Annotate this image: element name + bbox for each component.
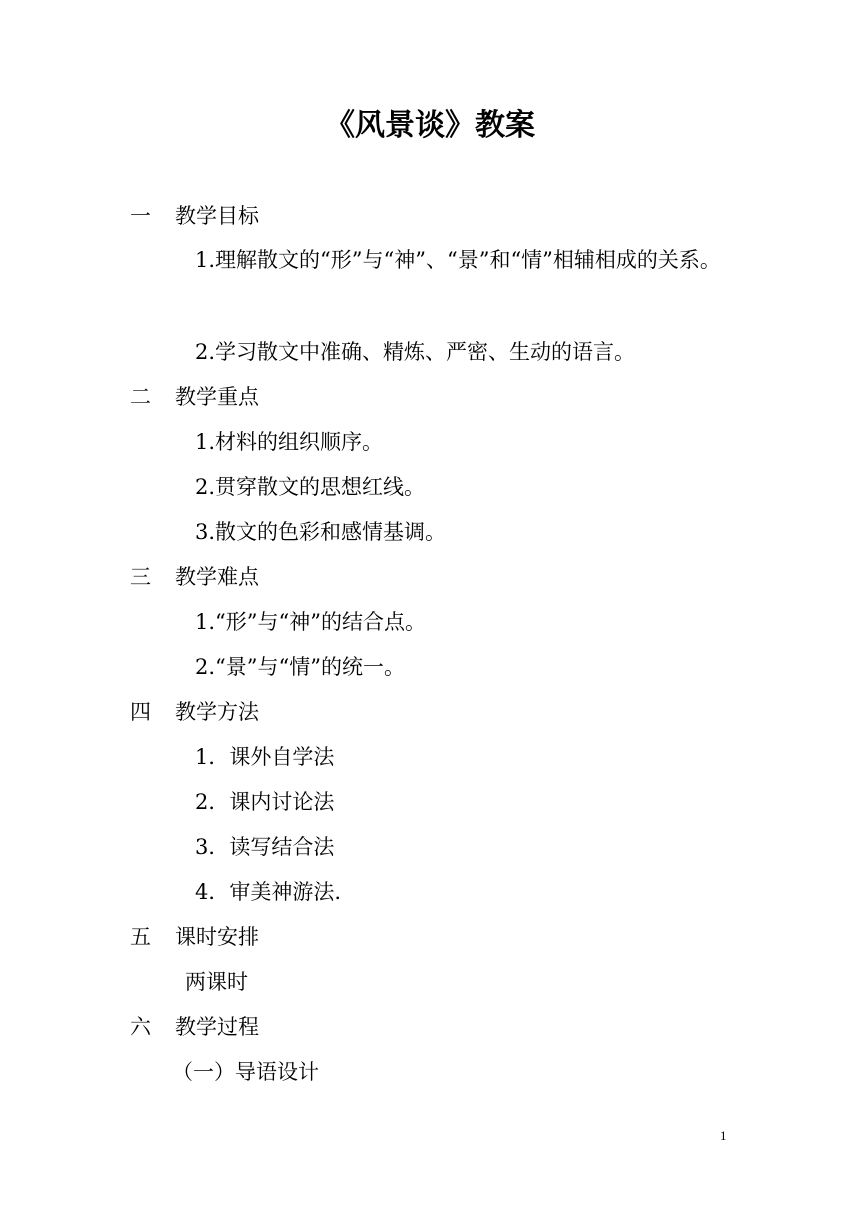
section-title: 课时安排 xyxy=(175,925,259,949)
section-title: 教学过程 xyxy=(175,1015,259,1039)
section-heading-teaching-methods xyxy=(130,696,259,728)
difficulty-item-2: 2.“景”与“情”的统一。 xyxy=(195,655,405,679)
focus-item-2: 2.贯穿散文的思想红线。 xyxy=(195,475,426,499)
document-title: 《风景谈》教案 xyxy=(325,108,535,143)
section-number: 一 xyxy=(130,204,151,228)
method-item-1: 1．课外自学法 xyxy=(195,745,335,769)
schedule-item: 两课时 xyxy=(185,970,248,994)
section-title: 教学目标 xyxy=(175,204,259,228)
difficulty-item-1: 1.“形”与“神”的结合点。 xyxy=(195,610,426,634)
objective-item-1: 1.理解散文的“形”与“神”、“景”和“情”相辅相成的关系。 xyxy=(195,248,721,272)
section-heading-teaching-objectives xyxy=(130,200,259,232)
section-number: 二 xyxy=(130,385,151,409)
section-number: 四 xyxy=(130,700,151,724)
section-heading-teaching-process xyxy=(130,1011,259,1043)
section-heading-teaching-difficulties xyxy=(130,561,259,593)
section-number: 五 xyxy=(130,925,151,949)
section-number: 三 xyxy=(130,565,151,589)
method-item-2: 2．课内讨论法 xyxy=(195,790,335,814)
section-heading-teaching-focus xyxy=(130,381,259,413)
section-heading-class-schedule xyxy=(130,921,259,953)
objective-item-2: 2.学习散文中准确、精炼、严密、生动的语言。 xyxy=(195,340,636,364)
section-title: 教学重点 xyxy=(175,385,259,409)
process-item-1: （一）导语设计 xyxy=(172,1060,319,1084)
focus-item-1: 1.材料的组织顺序。 xyxy=(195,430,384,454)
method-item-3: 3．读写结合法 xyxy=(195,835,335,859)
section-title: 教学难点 xyxy=(175,565,259,589)
page-number: 1 xyxy=(720,1128,727,1143)
section-title: 教学方法 xyxy=(175,700,259,724)
focus-item-3: 3.散文的色彩和感情基调。 xyxy=(195,520,447,544)
method-item-4: 4．审美神游法. xyxy=(195,880,342,904)
section-number: 六 xyxy=(130,1015,151,1039)
